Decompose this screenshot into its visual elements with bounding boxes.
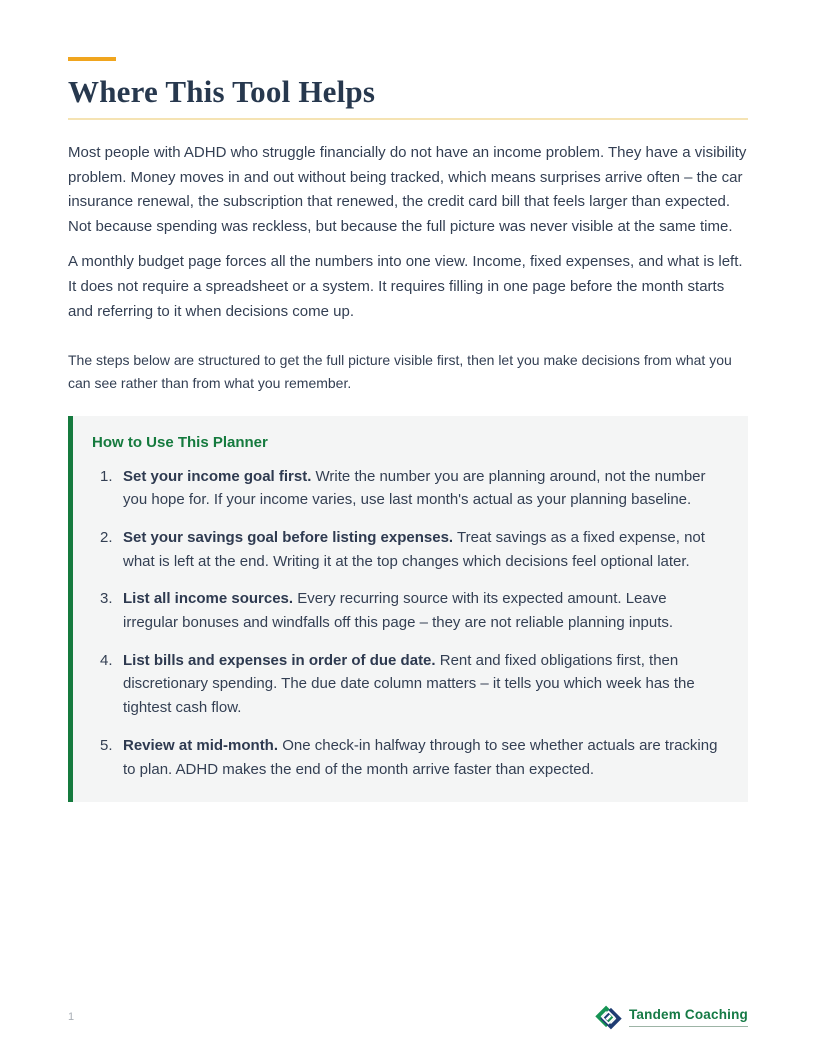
list-item-number: 2. xyxy=(100,529,113,547)
list-item-text: Treat savings as a fixed expense, not what is left at the end. Writing it at the top changes which decisions feel optional later. xyxy=(123,529,705,570)
list-item-text: One check-in halfway through to see whether actuals are tracking to plan. ADHD makes the end of the month arrive faster than expected. xyxy=(123,736,718,778)
list-item xyxy=(100,734,724,781)
page-number: 1 xyxy=(68,1011,75,1023)
intro-paragraph-1: Most people with ADHD who struggle financially do not have an income problem. They have a visibility problem. Money moves in and out without being tracked, which means surprises arrive often – the car insurance renewal, the subscription that renewed, the credit card bill that feels larger than expected. Not because spending was reckless, but because the full picture was never visible at the same time. xyxy=(68,144,747,235)
list-item-number: 3. xyxy=(100,590,113,608)
list-item xyxy=(100,649,724,720)
list-item xyxy=(100,465,724,512)
intro-paragraph-2: A monthly budget page forces all the numbers into one view. Income, fixed expenses, and what is left. It does not require a spreadsheet or a system. It requires filling in one page before the month starts and referring to it when decisions come up. xyxy=(68,253,743,320)
list-item-number: 1. xyxy=(100,467,113,485)
list-item-lead: Set your savings goal before listing expenses. xyxy=(123,529,454,547)
list-item-lead: Review at mid-month. xyxy=(123,736,279,754)
steps-list xyxy=(92,465,724,782)
tandem-logo-icon xyxy=(595,1004,622,1031)
brand-lockup xyxy=(595,1004,748,1031)
list-item xyxy=(100,526,724,573)
intro-paragraph-3: The steps below are structured to get the full picture visible first, then let you make decisions from what you can see rather than from what you remember. xyxy=(68,352,732,392)
list-item-text: Rent and fixed obligations first, then discretionary spending. The due date column matters – it tells you which week has the tightest cash flow. xyxy=(123,651,695,717)
list-item-text: Write the number you are planning around, not the number you hope for. If your income varies, use last month's actual as your planning baseline. xyxy=(123,467,706,509)
callout-title: How to Use This Planner xyxy=(92,434,268,452)
list-item-lead: List all income sources. xyxy=(123,590,294,608)
list-item-text: Every recurring source with its expected amount. Leave irregular bonuses and windfalls off this page – they are not reliable planning inputs. xyxy=(123,590,674,632)
list-item-lead: Set your income goal first. xyxy=(123,467,312,485)
how-to-use-callout xyxy=(68,416,748,802)
brand-name: Tandem Coaching xyxy=(629,1007,748,1026)
page-title: Where This Tool Helps xyxy=(68,74,376,109)
title-accent-bar xyxy=(68,57,116,61)
list-item xyxy=(100,587,724,634)
list-item-number: 4. xyxy=(100,651,113,669)
title-underline-rule xyxy=(68,118,748,120)
page-footer xyxy=(68,1002,748,1032)
list-item-lead: List bills and expenses in order of due date. xyxy=(123,651,436,669)
list-item-number: 5. xyxy=(100,736,113,754)
